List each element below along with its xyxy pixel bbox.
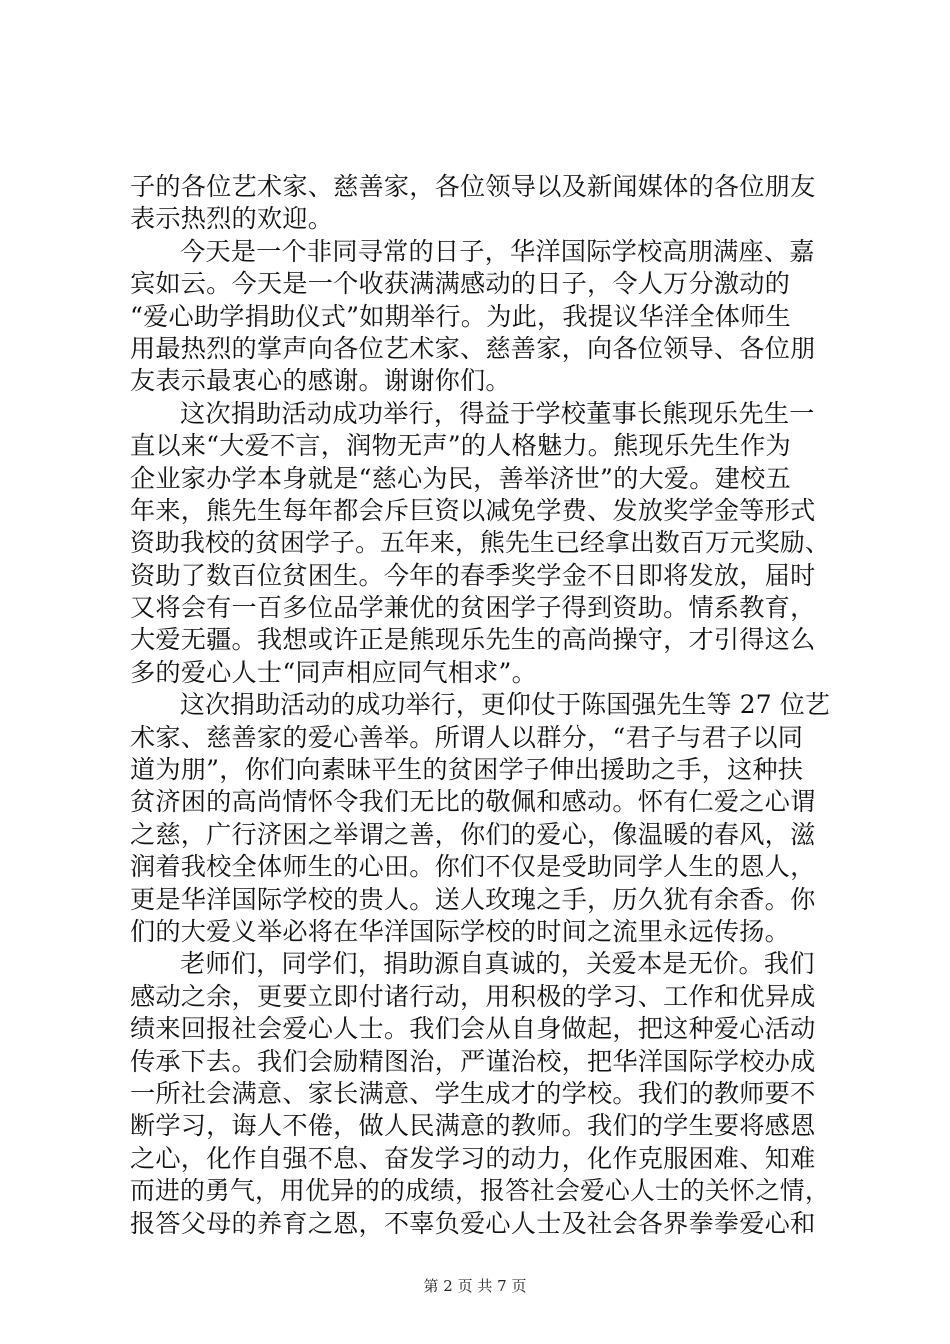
text-line: 年来，熊先生每年都会斥巨资以减免学费、发放奖学金等形式 xyxy=(130,495,816,525)
text-line: 这次捐助活动成功举行，得益于学校董事长熊现乐先生一 xyxy=(180,398,815,428)
text-line: 友表示最衷心的感谢。谢谢你们。 xyxy=(130,366,511,396)
text-line: 这次捐助活动的成功举行，更仰仗于陈国强先生等 27 位艺 xyxy=(180,690,831,720)
text-line: 资助我校的贫困学子。五年来，熊先生已经拿出数百万元奖励、 xyxy=(130,528,830,558)
text-line: 一所社会满意、家长满意、学生成才的学校。我们的教师要不 xyxy=(130,1078,816,1108)
text-line: “爱心助学捐助仪式”如期举行。为此，我提议华洋全体师生 xyxy=(130,301,791,331)
text-line: 断学习，诲人不倦，做人民满意的教师。我们的学生要将感恩 xyxy=(130,1111,816,1141)
text-line: 更是华洋国际学校的贵人。送人玫瑰之手，历久犹有余香。你 xyxy=(130,884,816,914)
page-footer: 第 2 页 共 7 页 xyxy=(423,1277,527,1295)
text-line: 今天是一个非同寻常的日子，华洋国际学校高朋满座、嘉 xyxy=(180,236,815,266)
text-line: 而进的勇气，用优异的的成绩，报答社会爱心人士的关怀之情， xyxy=(130,1176,830,1206)
text-line: 资助了数百位贫困生。今年的春季奖学金不日即将发放，届时 xyxy=(130,560,816,590)
text-line: 大爱无疆。我想或许正是熊现乐先生的高尚操守，才引得这么 xyxy=(130,625,816,655)
text-line: 用最热烈的掌声向各位艺术家、慈善家，向各位领导、各位朋 xyxy=(130,333,816,363)
text-line: 润着我校全体师生的心田。你们不仅是受助同学人生的恩人， xyxy=(130,852,816,882)
text-line: 道为朋”，你们向素昧平生的贫困学子伸出援助之手，这种扶 xyxy=(130,755,804,785)
text-line: 感动之余，更要立即付诸行动，用积极的学习、工作和优异成 xyxy=(130,981,816,1011)
text-line: 贫济困的高尚情怀令我们无比的敬佩和感动。怀有仁爱之心谓 xyxy=(130,787,816,817)
text-line: 企业家办学本身就是“慈心为民，善举济世”的大爱。建校五 xyxy=(130,463,791,493)
text-line: 报答父母的养育之恩，不辜负爱心人士及社会各界拳拳爱心和 xyxy=(130,1208,816,1238)
text-line: 子的各位艺术家、慈善家，各位领导以及新闻媒体的各位朋友 xyxy=(130,172,816,201)
text-line: 们的大爱义举必将在华洋国际学校的时间之流里永远传扬。 xyxy=(130,916,791,946)
text-line: 老师们，同学们，捐助源自真诚的，关爱本是无价。我们 xyxy=(180,949,815,979)
text-line: 多的爱心人士“同声相应同气相求”。 xyxy=(130,657,537,687)
body-text xyxy=(130,171,830,1240)
text-line: 表示热烈的欢迎。 xyxy=(130,204,334,234)
text-line: 之心，化作自强不息、奋发学习的动力，化作克服困难、知难 xyxy=(130,1143,816,1173)
text-line: 传承下去。我们会励精图治，严谨治校，把华洋国际学校办成 xyxy=(130,1046,816,1076)
text-line: 之慈，广行济困之举谓之善，你们的爱心，像温暖的春风，滋 xyxy=(130,819,816,849)
text-line: 宾如云。今天是一个收获满满感动的日子，令人万分激动的 xyxy=(130,269,791,299)
text-line: 又将会有一百多位品学兼优的贫困学子得到资助。情系教育， xyxy=(130,593,816,623)
text-line: 术家、慈善家的爱心善举。所谓人以群分，“君子与君子以同 xyxy=(130,722,804,752)
text-line: 直以来“大爱不言，润物无声”的人格魅力。熊现乐先生作为 xyxy=(130,431,791,461)
text-line: 绩来回报社会爱心人士。我们会从自身做起，把这种爱心活动 xyxy=(130,1014,816,1044)
